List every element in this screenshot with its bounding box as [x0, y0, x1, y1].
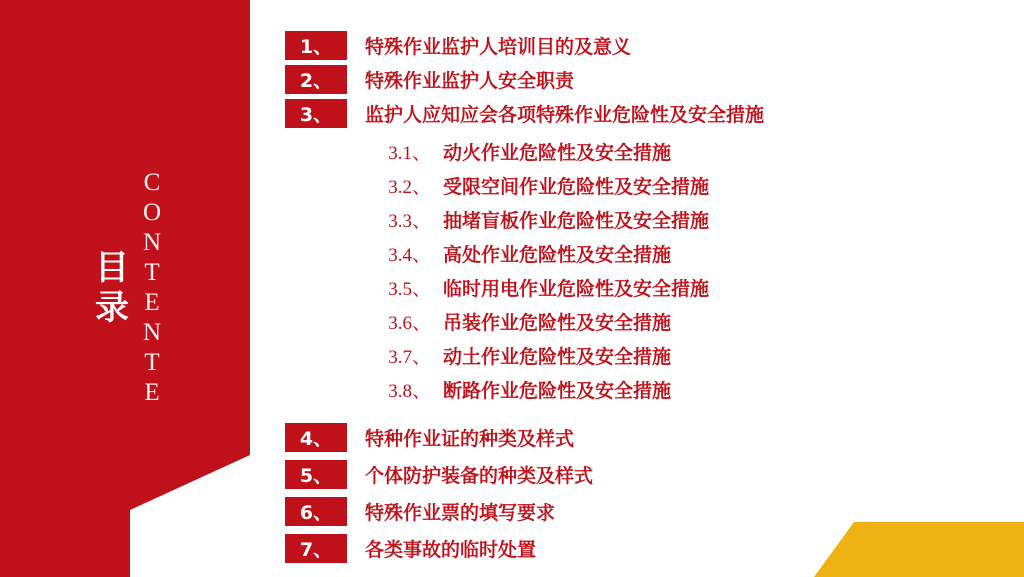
- toc-item-label: 特种作业证的种类及样式: [365, 427, 575, 450]
- toc-sub-item-label: 断路作业危险性及安全措施: [443, 380, 672, 402]
- toc-item-label: 特殊作业监护人安全职责: [365, 69, 575, 92]
- table-of-contents: [285, 30, 1005, 570]
- toc-sub-item-label: 高处作业危险性及安全措施: [443, 244, 672, 266]
- toc-item-label: 各类事故的临时处置: [365, 538, 537, 561]
- toc-item-label: 特殊作业监护人培训目的及意义: [365, 35, 632, 58]
- toc-sub-item-3-4[interactable]: [285, 240, 1005, 274]
- banner-title-chinese: 目录: [88, 248, 129, 329]
- toc-sub-item-label: 动土作业危险性及安全措施: [443, 346, 672, 368]
- toc-sub-item-3-6[interactable]: [285, 308, 1005, 342]
- toc-sub-item-3-8[interactable]: [285, 376, 1005, 410]
- toc-item-5[interactable]: [285, 459, 1005, 489]
- toc-item-number: 2、: [285, 65, 347, 94]
- toc-sub-list: [285, 138, 1005, 410]
- toc-sub-item-label: 抽堵盲板作业危险性及安全措施: [443, 210, 710, 232]
- toc-item-number: 5、: [285, 460, 347, 489]
- toc-item-label: 特殊作业票的填写要求: [365, 501, 556, 524]
- toc-sub-item-number: 3.1、: [388, 143, 431, 164]
- toc-sub-item-label: 临时用电作业危险性及安全措施: [443, 278, 710, 300]
- toc-item-number: 7、: [285, 534, 347, 563]
- toc-sub-item-number: 3.2、: [388, 177, 431, 198]
- toc-item-2[interactable]: [285, 64, 1005, 94]
- toc-sub-item-3-7[interactable]: [285, 342, 1005, 376]
- toc-item-label: 监护人应知应会各项特殊作业危险性及安全措施: [365, 103, 765, 126]
- toc-sub-item-number: 3.5、: [388, 279, 431, 300]
- toc-sub-item-3-1[interactable]: [285, 138, 1005, 172]
- toc-sub-item-number: 3.8、: [388, 381, 431, 402]
- toc-item-number: 6、: [285, 497, 347, 526]
- toc-sub-item-3-3[interactable]: [285, 206, 1005, 240]
- toc-item-number: 4、: [285, 423, 347, 452]
- toc-sub-item-number: 3.6、: [388, 313, 431, 334]
- left-banner: [0, 0, 250, 577]
- toc-item-number: 3、: [285, 99, 347, 128]
- toc-item-number: 1、: [285, 31, 347, 60]
- toc-sub-item-label: 受限空间作业危险性及安全措施: [443, 176, 710, 198]
- toc-item-1[interactable]: [285, 30, 1005, 60]
- toc-item-4[interactable]: [285, 422, 1005, 452]
- toc-item-label: 个体防护装备的种类及样式: [365, 464, 594, 487]
- toc-item-7[interactable]: [285, 533, 1005, 563]
- toc-item-3[interactable]: [285, 98, 1005, 128]
- banner-title-group: [0, 0, 250, 577]
- toc-sub-item-label: 吊装作业危险性及安全措施: [443, 312, 672, 334]
- toc-item-6[interactable]: [285, 496, 1005, 526]
- toc-sub-item-number: 3.4、: [388, 245, 431, 266]
- toc-sub-item-number: 3.3、: [388, 211, 431, 232]
- toc-sub-item-label: 动火作业危险性及安全措施: [443, 142, 672, 164]
- banner-title-english: CONTENTE: [138, 168, 166, 409]
- toc-sub-item-number: 3.7、: [388, 347, 431, 368]
- toc-sub-item-3-5[interactable]: [285, 274, 1005, 308]
- toc-sub-item-3-2[interactable]: [285, 172, 1005, 206]
- toc-lower-list: [285, 422, 1005, 563]
